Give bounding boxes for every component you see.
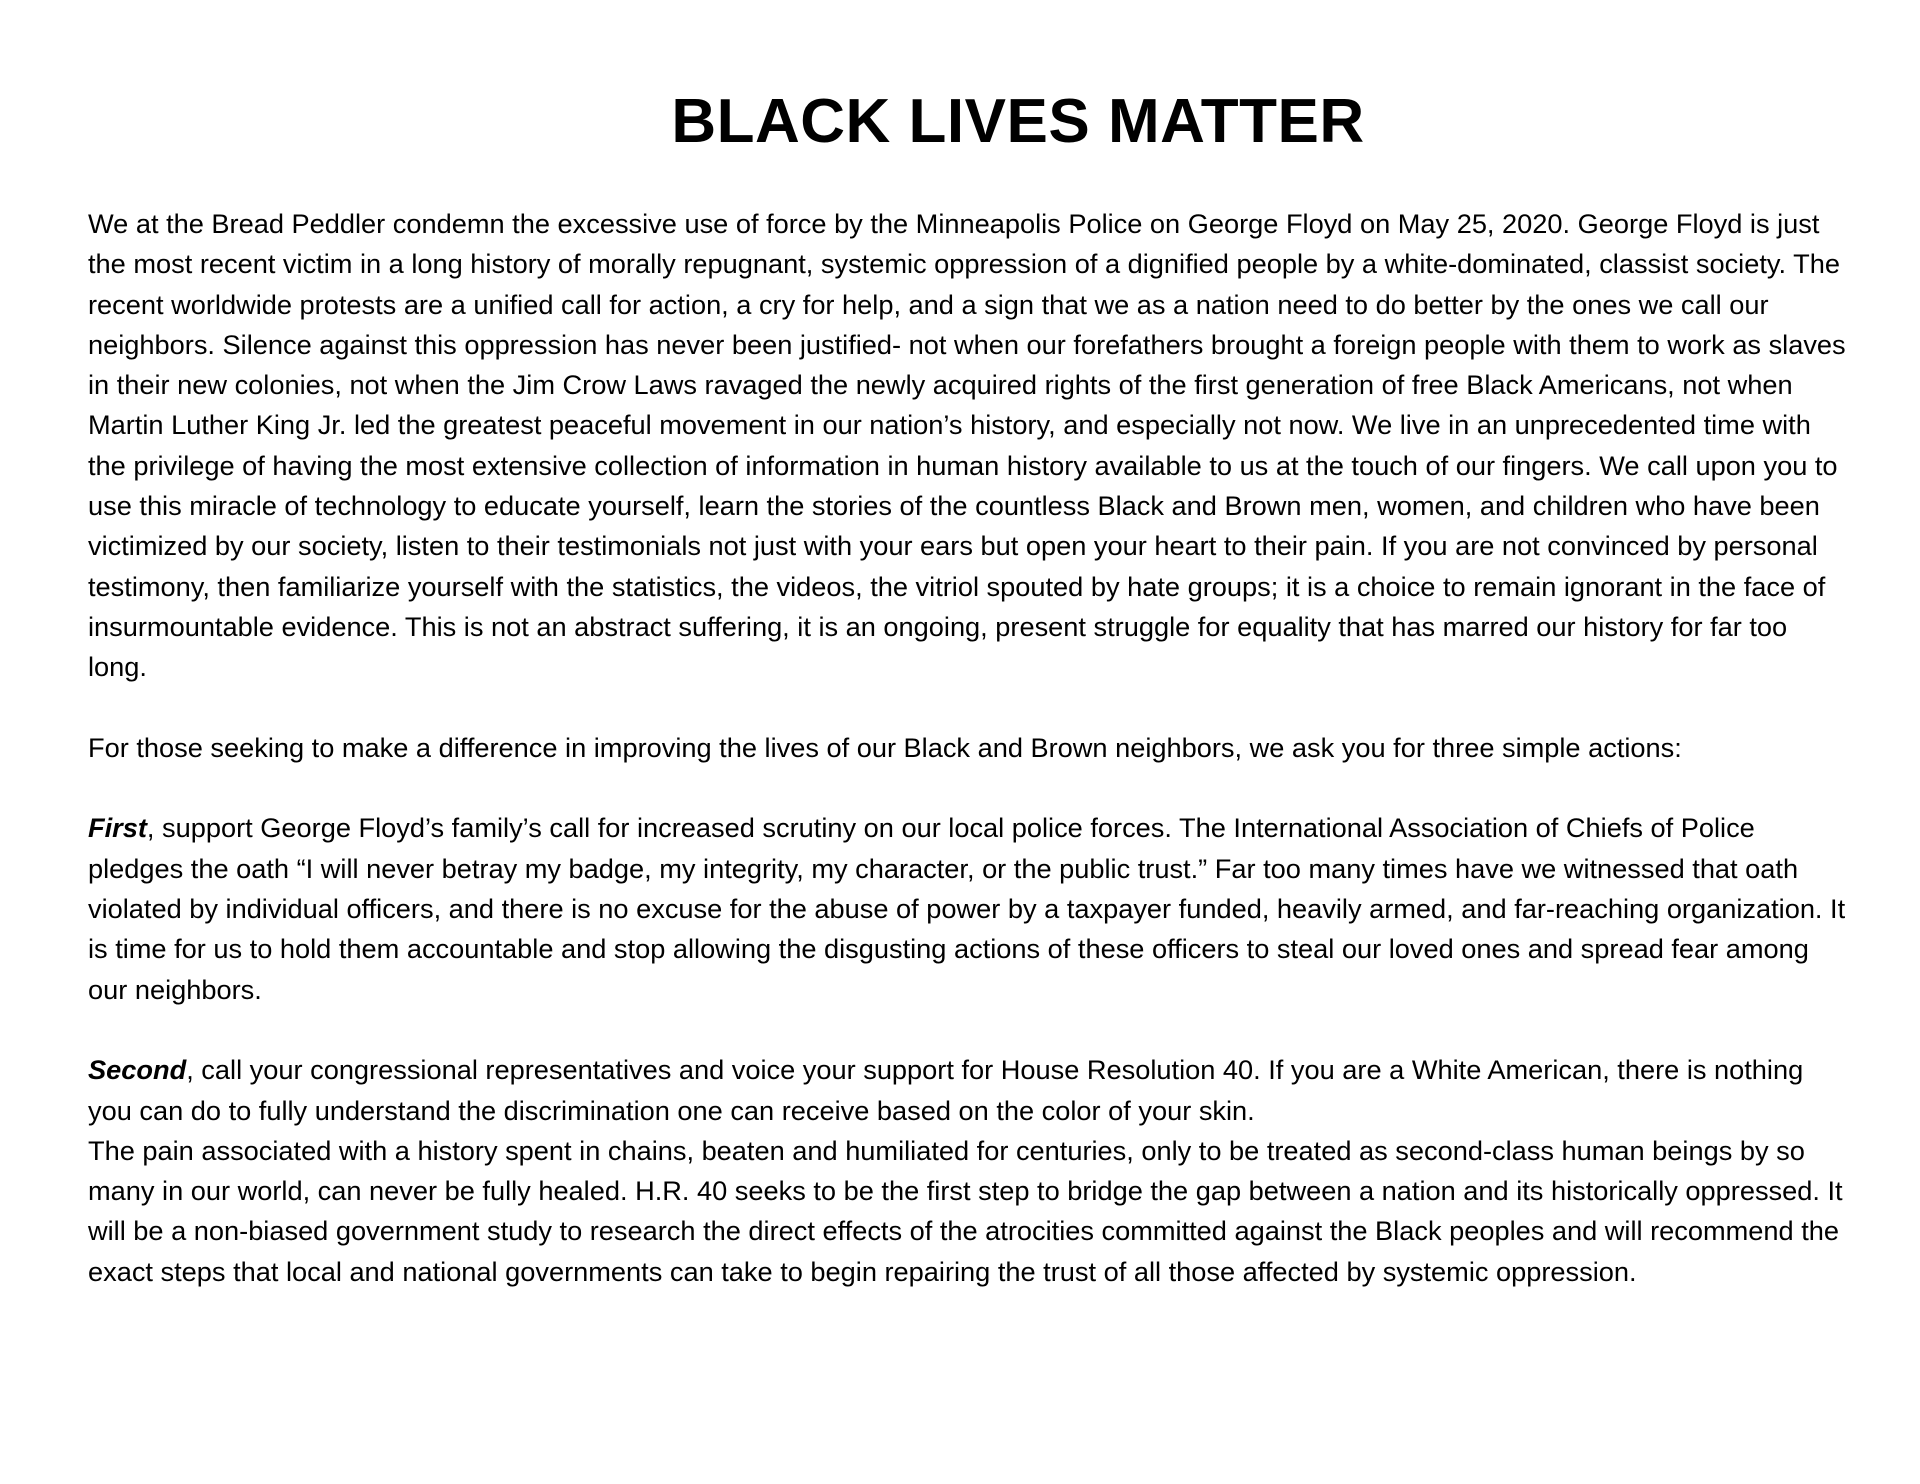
ask-paragraph: For those seeking to make a difference in improving the lives of our Black and Brown neighbors, we ask you for three simple actions: xyxy=(88,731,1682,763)
first-action-paragraph xyxy=(88,808,1848,1009)
second-action-paragraph xyxy=(88,1050,1848,1131)
first-action-text: , support George Floyd’s family’s call for increased scrutiny on our local police forces. The International Association of Chiefs of Police pledges the oath “I will never betray my badge, my integrity, my character, or the public trust.” Far too many times have we witnessed that oath violated by individual officers, and there is no excuse for the abuse of power by a taxpayer funded, heavily armed, and far-reaching organization. It is time for us to hold them accountable and stop allowing the disgusting actions of these officers to steal our loved ones and spread fear among our neighbors. xyxy=(88,812,1846,1005)
second-action-continuation: The pain associated with a history spent in chains, beaten and humiliated for centuries, only to be treated as second-class human beings by so many in our world, can never be fully healed. H.R. 40 seeks to be the first step to bridge the gap between a nation and its historically oppressed. It will be a non-biased government study to research the direct effects of the atrocities committed against the Black peoples and will recommend the exact steps that local and national governments can take to begin repairing the trust of all those affected by systemic oppression. xyxy=(88,1134,1843,1287)
intro-paragraph: We at the Bread Peddler condemn the excessive use of force by the Minneapolis Police on George Floyd on May 25, 2020. George Floyd is just the most recent victim in a long history of morally repugnant, systemic oppression of a dignified people by a white-dominated, classist society. The recent worldwide protests are a unified call for action, a cry for help, and a sign that we as a nation need to do better by the ones we call our neighbors. Silence against this oppression has never been justified- not when our forefathers brought a foreign people with them to work as slaves in their new colonies, not when the Jim Crow Laws ravaged the newly acquired rights of the first generation of free Black Americans, not when Martin Luther King Jr. led the greatest peaceful movement in our nation’s history, and especially not now. We live in an unprecedented time with the privilege of having the most extensive collection of information in human history available to us at the touch of our fingers. We call upon you to use this miracle of technology to educate yourself, learn the stories of the countless Black and Brown men, women, and children who have been victimized by our society, listen to their testimonials not just with your ears but open your heart to their pain. If you are not convinced by personal testimony, then familiarize yourself with the statistics, the videos, the vitriol spouted by hate groups; it is a choice to remain ignorant in the face of insurmountable evidence. This is not an abstract suffering, it is an ongoing, present struggle for equality that has marred our history for far too long. xyxy=(88,208,1846,683)
page-title: BLACK LIVES MATTER xyxy=(671,87,1365,156)
second-action-lead: Second xyxy=(88,1054,187,1086)
first-action-lead: First xyxy=(88,812,147,844)
second-action-text: , call your congressional representatives and voice your support for House Resolution 40. If you are a White American, there is nothing you can do to fully understand the discrimination one can receive based on the color of your skin. xyxy=(88,1054,1804,1126)
document-page xyxy=(88,86,1848,1292)
